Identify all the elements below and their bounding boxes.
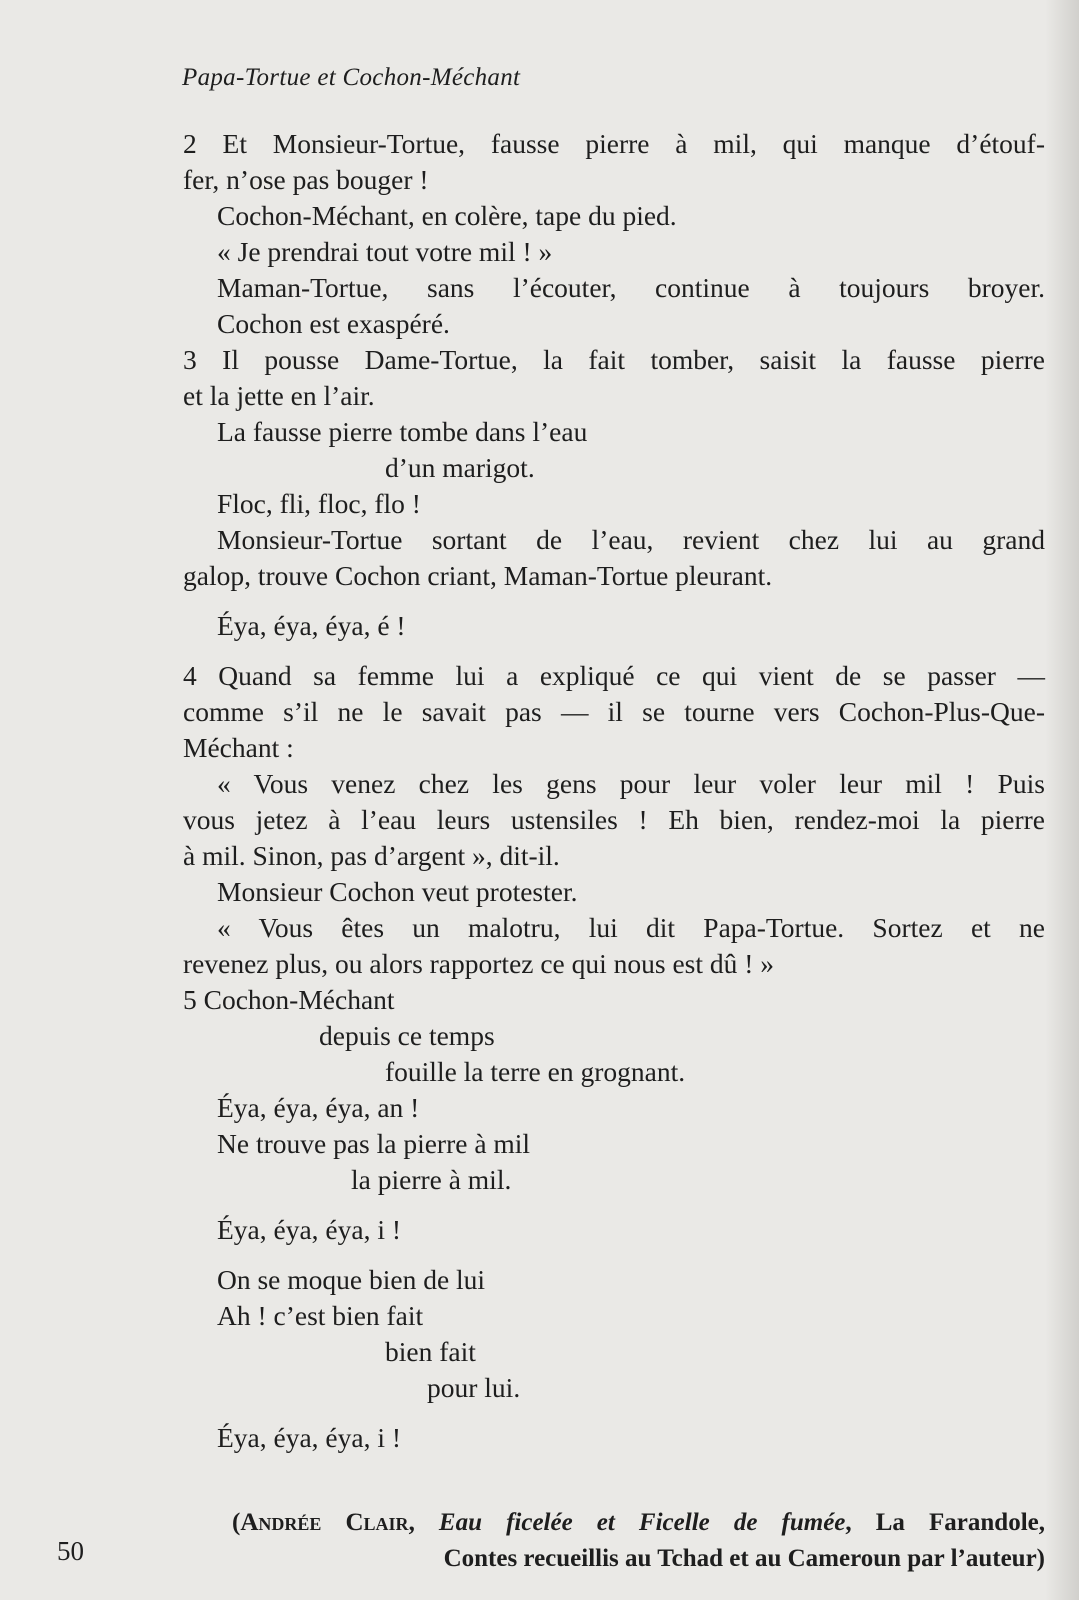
page-number: 50	[57, 1536, 84, 1566]
citation-book-title: Eau ficelée et Ficelle de fumée	[438, 1509, 846, 1536]
text-line: bien fait	[385, 1336, 476, 1367]
text-line: Cochon est exaspéré.	[217, 308, 450, 339]
text-line: Méchant :	[183, 732, 294, 763]
text-line: 3 Il pousse Dame-Tortue, la fait tomber, saisit la fausse pierre	[183, 344, 1045, 375]
text-line: Monsieur Cochon veut protester.	[217, 876, 578, 907]
text-line: Cochon-Méchant, en colère, tape du pied.	[217, 200, 677, 231]
text-line: depuis ce temps	[319, 1020, 495, 1051]
page-edge-shadow	[1045, 0, 1079, 1600]
text-line: revenez plus, ou alors rapportez ce qui nous est dû ! »	[183, 948, 775, 979]
text-line: On se moque bien de lui	[217, 1264, 486, 1295]
citation-publisher: , La Farandole,	[845, 1509, 1045, 1536]
running-head: Papa-Tortue et Cochon-Méchant	[182, 64, 521, 91]
text-line: d’un marigot.	[385, 452, 535, 483]
source-citation	[232, 1505, 1045, 1577]
text-line: pour lui.	[427, 1372, 521, 1403]
text-line: fer, n’ose pas bouger !	[183, 164, 429, 195]
text-line: 4 Quand sa femme lui a expliqué ce qui vient de se passer —	[183, 660, 1045, 691]
text-line: Monsieur-Tortue sortant de l’eau, revient chez lui au grand	[217, 524, 1045, 555]
refrain-line: Éya, éya, éya, an !	[217, 1092, 420, 1123]
text-line: Ne trouve pas la pierre à mil	[217, 1128, 531, 1159]
text-line: « Je prendrai tout votre mil ! »	[217, 236, 553, 267]
citation-line: Contes recueillis au Tchad et au Cameroun par l’auteur)	[443, 1545, 1045, 1572]
body-text	[183, 126, 1045, 1456]
text-line: comme s’il ne le savait pas — il se tourne vers Cochon-Plus-Que-	[183, 696, 1045, 727]
citation-author: Andrée Clair	[240, 1509, 409, 1536]
citation-line	[232, 1505, 1045, 1541]
text-line: Maman-Tortue, sans l’écouter, continue à toujours broyer.	[217, 272, 1045, 303]
text-line: 2 Et Monsieur-Tortue, fausse pierre à mil, qui manque d’étouf-	[183, 128, 1045, 159]
text-line: Floc, fli, floc, flo !	[217, 488, 421, 519]
refrain-line: Éya, éya, éya, i !	[217, 1214, 402, 1245]
refrain-line: Éya, éya, éya, é !	[217, 610, 406, 641]
citation-open: (	[232, 1509, 241, 1536]
text-line: la pierre à mil.	[351, 1164, 512, 1195]
text-line: vous jetez à l’eau leurs ustensiles ! Eh bien, rendez-moi la pierre	[183, 804, 1045, 835]
refrain-line: Éya, éya, éya, i !	[217, 1422, 402, 1453]
text-line: La fausse pierre tombe dans l’eau	[217, 416, 588, 447]
text-line: galop, trouve Cochon criant, Maman-Tortue pleurant.	[183, 560, 773, 591]
text-line: Ah ! c’est bien fait	[217, 1300, 424, 1331]
text-line: 5 Cochon-Méchant	[183, 984, 395, 1015]
citation-separator: ,	[408, 1509, 439, 1536]
text-line: à mil. Sinon, pas d’argent », dit-il.	[183, 840, 560, 871]
text-line: et la jette en l’air.	[183, 380, 375, 411]
text-line: « Vous êtes un malotru, lui dit Papa-Tortue. Sortez et ne	[217, 912, 1045, 943]
text-line: fouille la terre en grognant.	[385, 1056, 686, 1087]
text-line: « Vous venez chez les gens pour leur voler leur mil ! Puis	[217, 768, 1045, 799]
